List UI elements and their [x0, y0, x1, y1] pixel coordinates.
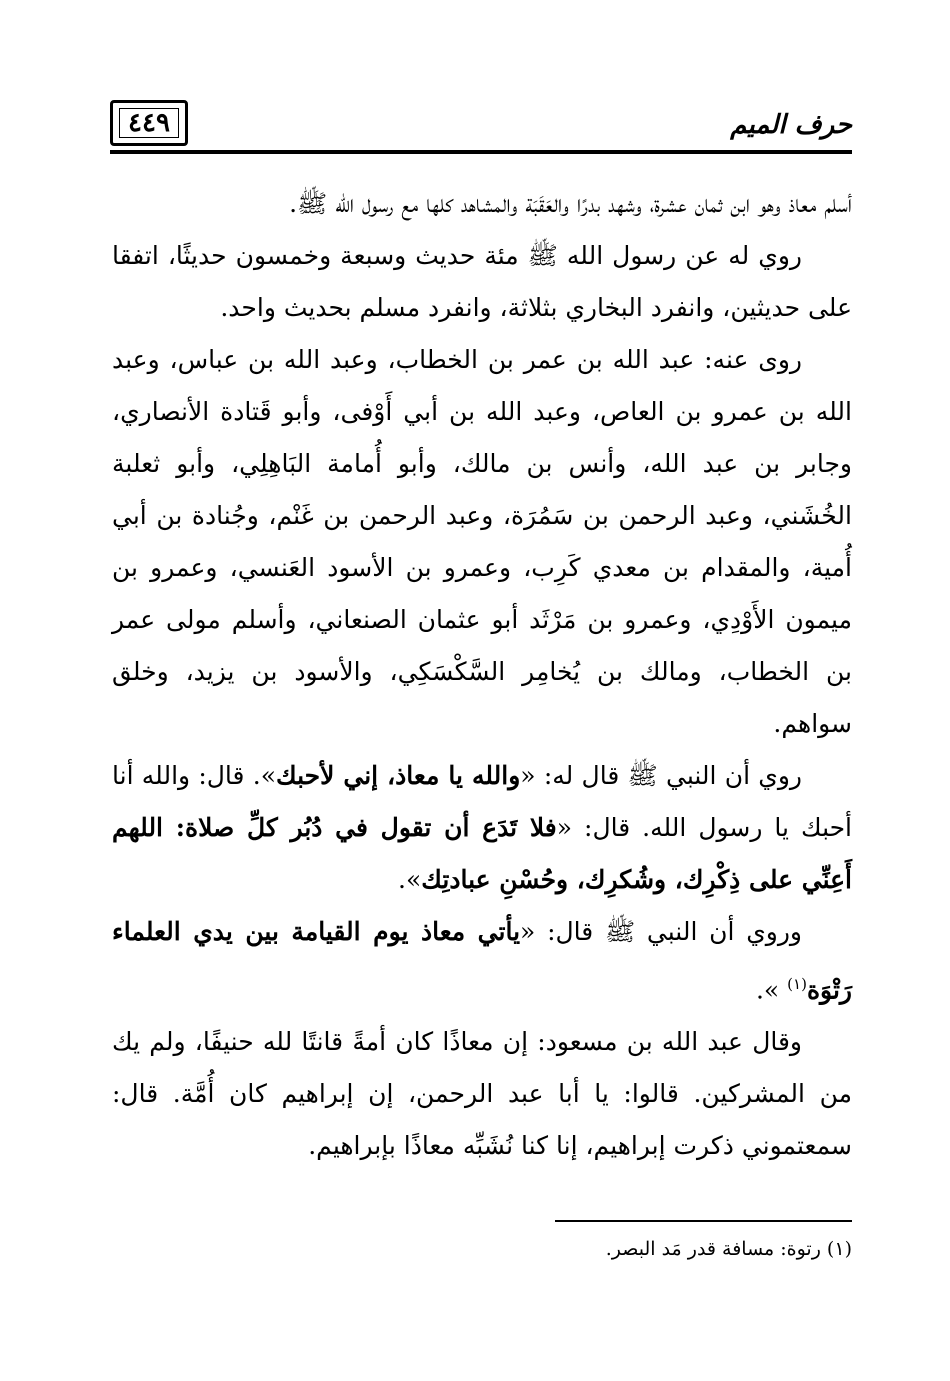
- p4-hadith-2: فلا تَدَع أن تقول في دُبُر كلِّ صلاة: اللهم أَعِنِّي على ذِكْرِك، وشُكرِك، وحُسْنِ عبادتِك: [112, 813, 852, 894]
- p5-text-2: ».: [755, 975, 788, 1005]
- page-number: ٤٤٩: [128, 108, 170, 138]
- paragraph-6: وقال عبد الله بن مسعود: إن معاذًا كان أمةً قانتًا لله حنيفًا، ولم يك من المشركين. قالوا: يا أبا عبد الرحمن، إن إبراهيم كان أُمَّة. قال: سمعتموني ذكرت إبراهيم، إنا كنا نُشَبِّه معاذًا بإبراهيم.: [112, 1027, 852, 1161]
- p5-hadith: يأتي معاذ يوم القيامة بين يدي العلماء رَتْوَة: [112, 917, 852, 1005]
- paragraph-1: أسلم معاذ وهو ابن ثمان عشرة، وشهد بدرًا والعَقَبَة والمشاهد كلها مع رسول الله ﷺ.: [289, 189, 852, 218]
- p4-text-3: ».: [398, 865, 422, 894]
- footnote: (١) رتوة: مسافة قدر مَد البصر.: [605, 1238, 852, 1260]
- p4-text-1: روي أن النبي ﷺ قال له: «: [520, 761, 803, 790]
- main-text: [112, 178, 852, 1172]
- paragraph-2: روي له عن رسول الله ﷺ مئة حديث وسبعة وخمسون حديثًا، اتفقا على حديثين، وانفرد البخاري بثلاثة، وانفرد مسلم بحديث واحد.: [112, 241, 852, 322]
- page-header: [110, 100, 852, 158]
- page-number-box: [110, 100, 188, 146]
- p4-text-2: ». قال: والله أنا أحبك يا رسول الله. قال: «: [112, 761, 853, 842]
- p4-hadith-1: والله يا معاذ، إني لأحبك: [276, 761, 521, 790]
- running-title: حرف الميم: [730, 110, 852, 140]
- footnote-rule: [555, 1220, 852, 1222]
- header-rule: [110, 150, 852, 154]
- paragraph-3: روى عنه: عبد الله بن عمر بن الخطاب، وعبد الله بن عباس، وعبد الله بن عمرو بن العاص، وعبد الله بن أبي أَوْفى، وأبو قَتادة الأنصاري، وجابر بن عبد الله، وأنس بن مالك، وأبو أُمامة البَاهِلِي، وأبو ثعلبة الخُشَني، وعبد الرحمن بن سَمُرَة، وعبد الرحمن بن غَنْم، وجُنادة بن أبي أُمية، والمقدام بن معدي كَرِب، وعمرو بن الأسود العَنسي، وعمرو بن ميمون الأَوْدِي، وعمرو بن مَرْثَد أبو عثمان الصنعاني، وأسلم مولى عمر بن الخطاب، ومالك بن يُخامِر السَّكْسَكِي، والأسود بن يزيد، وخلق سواهم.: [112, 345, 852, 738]
- paragraph-5: [112, 906, 852, 1016]
- footnote-marker: (١): [787, 975, 807, 993]
- p5-text-1: وروي أن النبي ﷺ قال: «: [520, 917, 803, 946]
- paragraph-4: [112, 750, 852, 906]
